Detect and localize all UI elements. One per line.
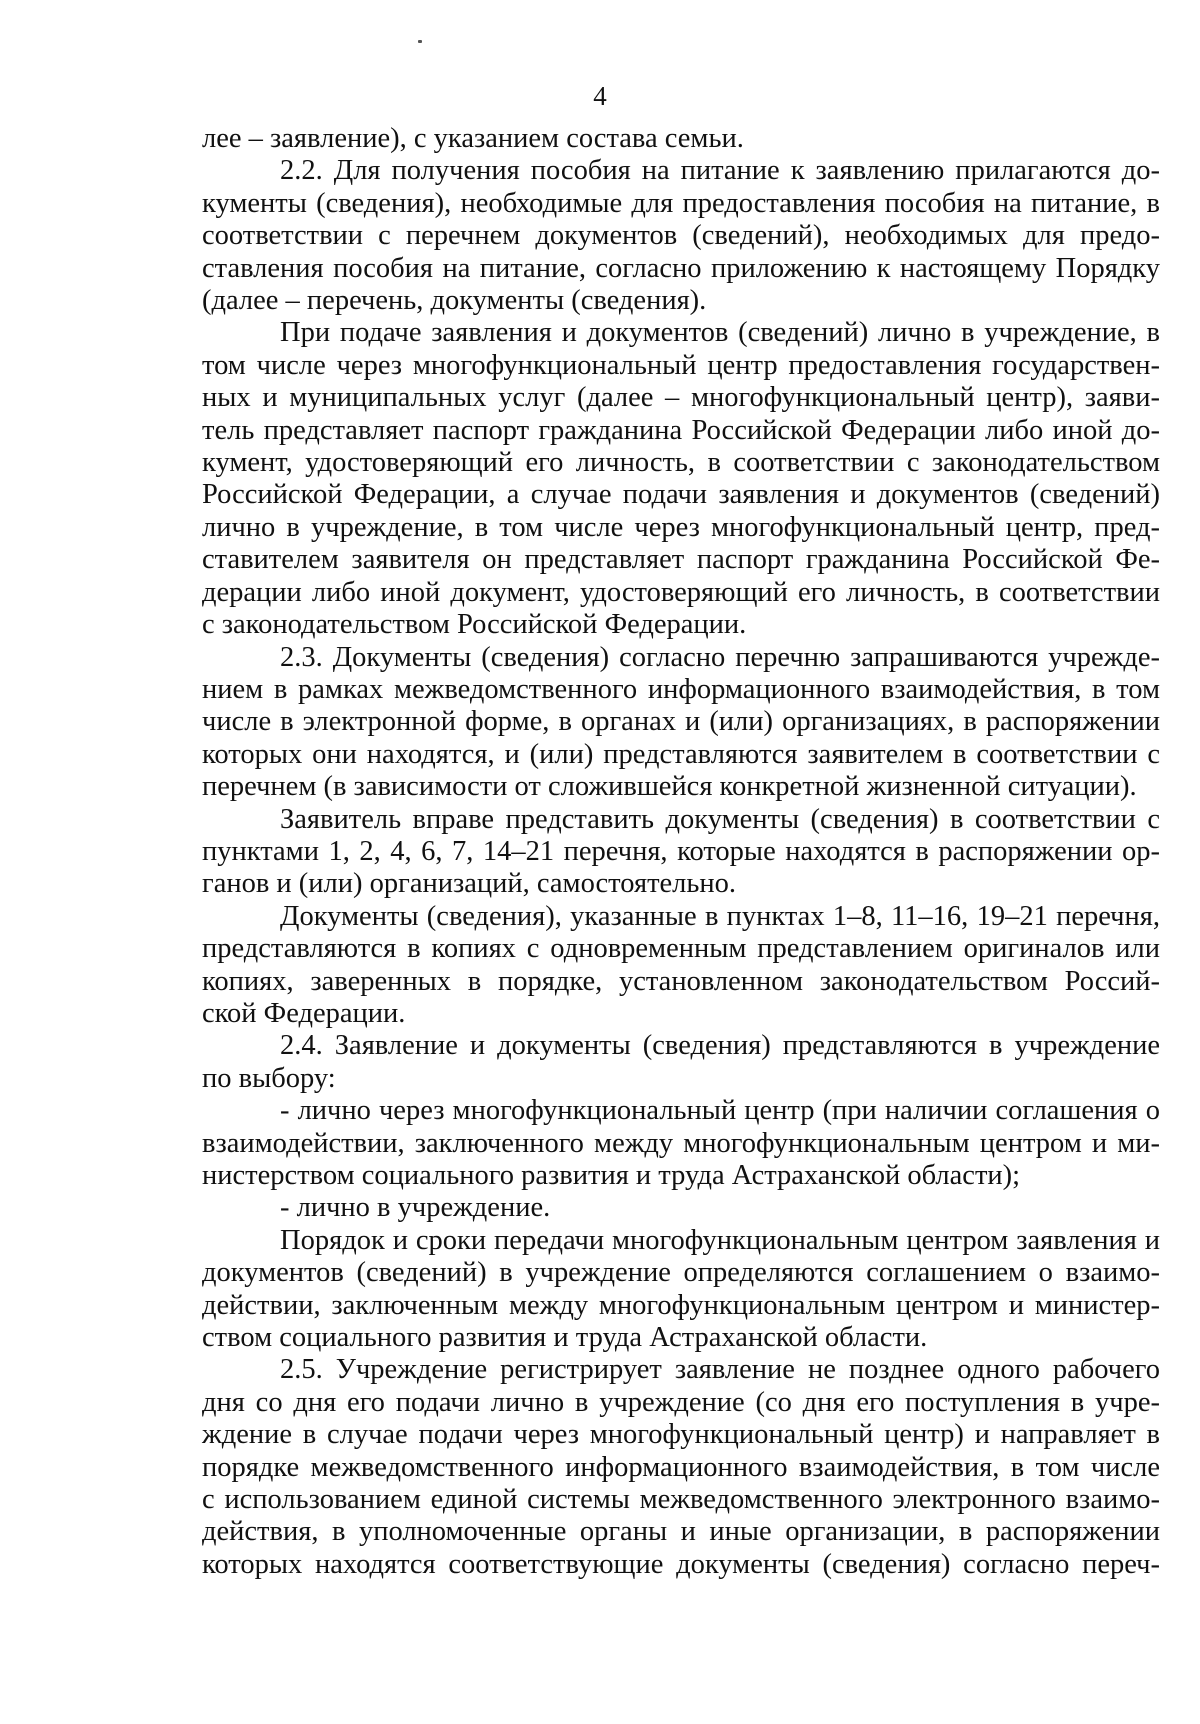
text-line: 2.3. Документы (сведения) согласно перечню запрашиваются учрежде- — [280, 641, 1160, 673]
text-line: Документы (сведения), указанные в пунктах 1–8, 11–16, 19–21 перечня, — [280, 900, 1160, 932]
text-line: - лично через многофункциональный центр (при наличии соглашения о — [280, 1095, 1160, 1127]
scan-speck — [418, 40, 422, 43]
text-line: ганов и (или) организаций, самостоятельно. — [202, 868, 737, 900]
text-line: Российской Федерации, а случае подачи заявления и документов (сведений) — [202, 479, 1160, 511]
text-line: Порядок и сроки передачи многофункциональным центром заявления и — [280, 1224, 1160, 1256]
text-line: тель представляет паспорт гражданина Российской Федерации либо иной до- — [202, 414, 1160, 446]
text-line: нием в рамках межведомственного информационного взаимодействия, в том — [202, 673, 1160, 705]
text-line: взаимодействии, заключенного между многофункциональным центром и ми- — [202, 1127, 1160, 1159]
text-line: - лично в учреждение. — [280, 1192, 551, 1224]
text-line: которых они находятся, и (или) представляются заявителем в соответствии с — [202, 738, 1160, 770]
text-line: 2.2. Для получения пособия на питание к заявлению прилагаются до- — [280, 155, 1160, 187]
text-line: ных и муниципальных услуг (далее – многофункциональный центр), заяви- — [202, 382, 1160, 414]
text-line: ской Федерации. — [202, 997, 406, 1029]
text-line: которых находятся соответствующие документы (сведения) согласно переч- — [202, 1548, 1160, 1580]
text-line: дерации либо иной документ, удостоверяющий его личность, в соответствии — [202, 576, 1160, 608]
paragraph — [202, 1354, 1160, 1581]
text-line: представляются в копиях с одновременным представлением оригиналов или — [202, 933, 1160, 965]
text-line: При подаче заявления и документов (сведений) лично в учреждение, в — [280, 317, 1160, 349]
page-number: 4 — [593, 81, 607, 111]
text-line: числе в электронной форме, в органах и (или) организациях, в распоряжении — [202, 706, 1160, 738]
text-line: пунктами 1, 2, 4, 6, 7, 14–21 перечня, которые находятся в распоряжении ор- — [202, 835, 1160, 867]
paragraph — [202, 901, 1160, 1031]
paragraph — [202, 1192, 1160, 1224]
text-line: (далее – перечень, документы (сведения). — [202, 285, 707, 317]
text-line: по выбору: — [202, 1062, 336, 1094]
text-line: с законодательством Российской Федерации. — [202, 609, 747, 641]
paragraph — [202, 1030, 1160, 1095]
text-line: ставления пособия на питание, согласно приложению к настоящему Порядку — [202, 252, 1160, 284]
text-line: действии, заключенным между многофункциональным центром и министер- — [202, 1289, 1160, 1321]
text-line: лее – заявление), с указанием состава семьи. — [202, 123, 744, 154]
document-body — [202, 123, 1160, 1581]
text-line: нистерством социального развития и труда Астраханской области); — [202, 1160, 1021, 1191]
text-line: порядке межведомственного информационного взаимодействия, в том числе — [202, 1451, 1160, 1483]
text-line: перечнем (в зависимости от сложившейся конкретной жизненной ситуации). — [202, 771, 1137, 803]
text-line: ждение в случае подачи через многофункциональный центр) и направляет в — [202, 1419, 1160, 1451]
text-line: лично в учреждение, в том числе через многофункциональный центр, пред- — [202, 511, 1160, 543]
paragraph — [202, 1225, 1160, 1355]
text-line: соответствии с перечнем документов (сведений), необходимых для предо- — [202, 220, 1160, 252]
paragraph — [202, 1095, 1160, 1192]
paragraph — [202, 155, 1160, 317]
text-line: Заявитель вправе представить документы (сведения) в соответствии с — [280, 803, 1160, 835]
text-line: дня со дня его подачи лично в учреждение (со дня его поступления в учре- — [202, 1386, 1160, 1418]
paragraph — [202, 123, 1160, 155]
text-line: ставителем заявителя он представляет паспорт гражданина Российской Фе- — [202, 544, 1160, 576]
text-line: документов (сведений) в учреждение определяются соглашением о взаимо- — [202, 1257, 1160, 1289]
text-line: том числе через многофункциональный центр предоставления государствен- — [202, 349, 1160, 381]
text-line: 2.5. Учреждение регистрирует заявление не позднее одного рабочего — [280, 1354, 1160, 1386]
text-line: действия, в уполномоченные органы и иные организации, в распоряжении — [202, 1516, 1160, 1548]
paragraph — [202, 804, 1160, 901]
text-line: кументы (сведения), необходимые для предоставления пособия на питание, в — [202, 187, 1160, 219]
text-line: кумент, удостоверяющий его личность, в соответствии с законодательством — [202, 447, 1160, 479]
text-line: 2.4. Заявление и документы (сведения) представляются в учреждение — [280, 1030, 1160, 1062]
text-line: с использованием единой системы межведомственного электронного взаимо- — [202, 1484, 1160, 1516]
text-line: ством социального развития и труда Астраханской области. — [202, 1322, 928, 1354]
paragraph — [202, 317, 1160, 641]
paragraph — [202, 642, 1160, 804]
text-line: копиях, заверенных в порядке, установленном законодательством Россий- — [202, 965, 1160, 997]
